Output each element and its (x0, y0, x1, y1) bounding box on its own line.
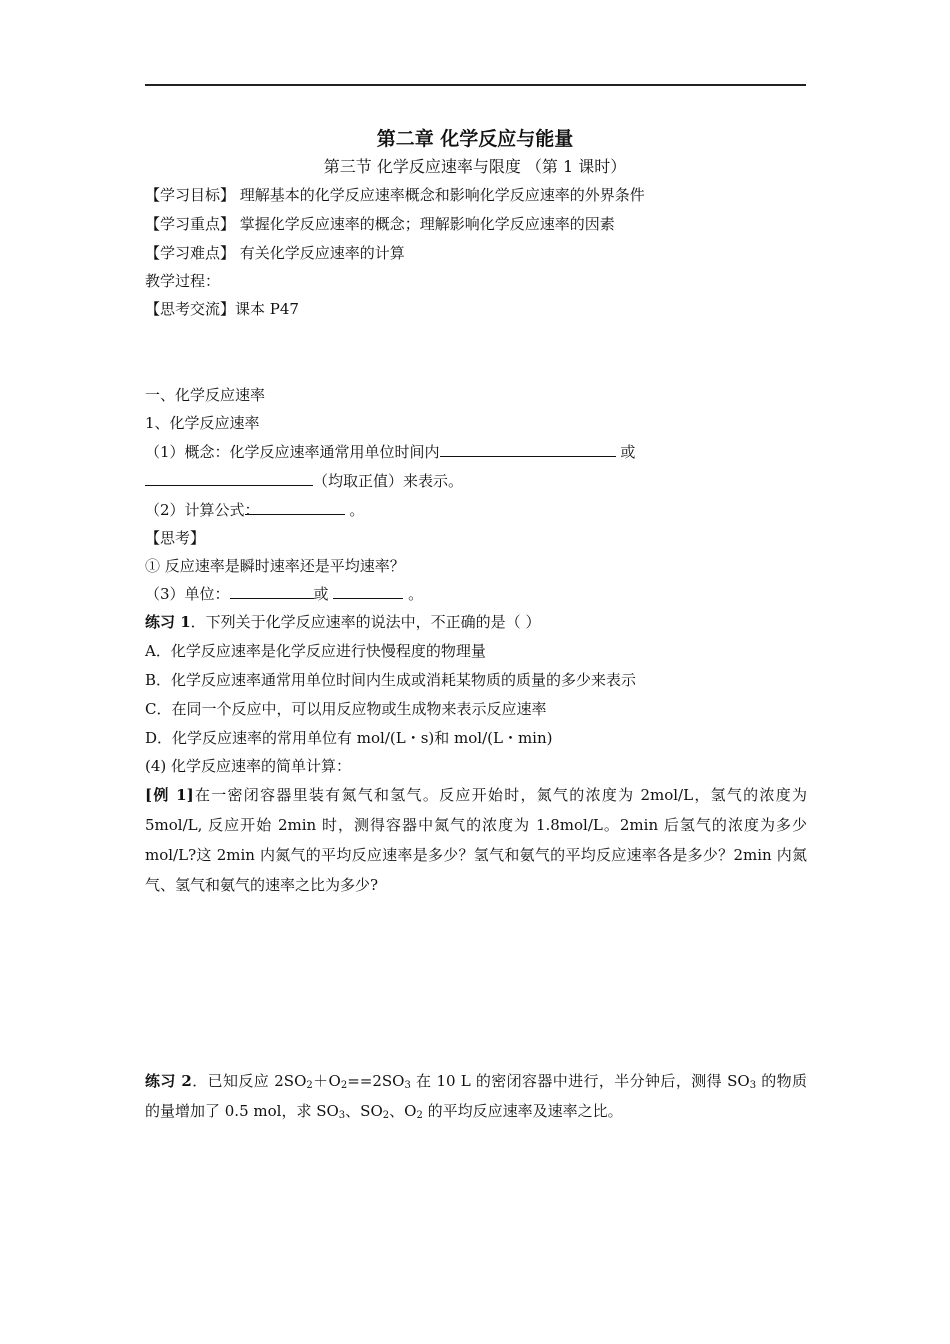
exercise-1-label: 练习 1 (145, 613, 191, 631)
subsection-heading: 1、化学反应速率 (145, 414, 260, 432)
exercise-2-text: 、O (389, 1102, 417, 1120)
unit-line (145, 584, 423, 604)
header-rule (145, 84, 806, 86)
think-exchange: 【思考交流】课本 P47 (145, 300, 299, 318)
exercise-2-label: 练习 2 (145, 1072, 192, 1090)
learning-goal-text: 理解基本的化学反应速率概念和影响化学反应速率的外界条件 (239, 186, 645, 204)
exercise-2-text: 在 10 L 的密闭容器中进行，半分钟后，测得 SO (410, 1072, 750, 1090)
section-heading: 一、化学反应速率 (145, 386, 266, 404)
fill-blank[interactable] (244, 500, 345, 519)
subscript: 2 (382, 1110, 390, 1121)
option-d: D．化学反应速率的常用单位有 mol/(L・s)和 mol/(L・min) (145, 729, 553, 747)
subscript: 2 (416, 1110, 423, 1121)
think-heading: 【思考】 (145, 529, 206, 547)
exercise-1 (145, 612, 540, 632)
learning-goal (145, 185, 645, 205)
exercise-2-text: ＋O (312, 1072, 341, 1090)
concept-line (145, 442, 635, 462)
example-1-text: 在一密闭容器里装有氮气和氢气。反应开始时，氮气的浓度为 2mol/L，氢气的浓度为 5mol/L, 反应开始 2min 时，测得容器中氮气的浓度为 1.8mol/L。2min 后氢气的浓度为多少 mol/L?这 2min 内氮气的平均反应速率是多少？氢气和氨气的平均反应速率各是多少？2min 内氮气、氢气和氨气的速率之比为多少? (145, 786, 807, 894)
exercise-2-text: 的物质的量增加了 0.5 mol，求 SO (145, 1072, 807, 1120)
option-a: A．化学反应速率是化学反应进行快慢程度的物理量 (145, 642, 486, 660)
exercise-2-text: ==2SO (347, 1072, 405, 1090)
exercise-1-text: ．下列关于化学反应速率的说法中，不正确的是（ ） (190, 613, 541, 631)
exercise-2-text: ．已知反应 2SO (191, 1072, 307, 1090)
option-b: B．化学反应速率通常用单位时间内生成或消耗某物质的质量的多少来表示 (145, 671, 637, 689)
learning-focus (145, 214, 615, 234)
exercise-2-text: 、SO (345, 1102, 383, 1120)
exercise-2 (145, 1066, 807, 1126)
question-1: ① 反应速率是瞬时速率还是平均速率？ (145, 557, 405, 575)
calc-heading: (4) 化学反应速率的简单计算： (145, 757, 352, 775)
subscript: 3 (749, 1080, 757, 1091)
unit-text: （3）单位： (145, 585, 230, 603)
learning-focus-text: 掌握化学反应速率的概念；理解影响化学反应速率的因素 (239, 215, 615, 233)
subscript: 2 (340, 1080, 348, 1091)
fill-blank[interactable] (440, 442, 616, 457)
formula-colon: ： (244, 501, 260, 519)
unit-or: 或 (313, 585, 329, 603)
formula-end: 。 (344, 501, 365, 519)
learning-goal-tag: 【学习目标】 (145, 186, 236, 204)
exercise-2-text: 的平均反应速率及速率之比。 (422, 1102, 623, 1120)
concept-text: （1）概念：化学反应速率通常用单位时间内 (145, 443, 440, 461)
example-1-label: [例 1] (145, 786, 194, 804)
subscript: 3 (404, 1080, 411, 1091)
learning-difficulty-text: 有关化学反应速率的计算 (239, 244, 405, 262)
formula-text: （2）计算公式 (145, 501, 245, 519)
learning-difficulty-tag: 【学习难点】 (145, 244, 236, 262)
chapter-title: 第二章 化学反应与能量 (376, 128, 574, 150)
learning-difficulty (145, 243, 405, 263)
unit-end: 。 (403, 585, 424, 603)
concept-or: 或 (615, 443, 636, 461)
example-1 (145, 780, 807, 900)
fill-blank[interactable] (230, 584, 314, 599)
formula-line (145, 500, 364, 520)
subscript: 3 (338, 1110, 346, 1121)
option-c: C．在同一个反应中，可以用反应物或生成物来表示反应速率 (145, 700, 547, 718)
learning-focus-tag: 【学习重点】 (145, 215, 236, 233)
section-subtitle: 第三节 化学反应速率与限度 （第 1 课时） (323, 157, 627, 176)
concept-line-2 (145, 471, 463, 491)
subscript: 2 (306, 1080, 313, 1091)
fill-blank[interactable] (145, 471, 313, 486)
fill-blank[interactable] (333, 584, 403, 599)
concept-tail: （均取正值）来表示。 (313, 472, 464, 490)
teaching-process: 教学过程： (145, 272, 221, 290)
